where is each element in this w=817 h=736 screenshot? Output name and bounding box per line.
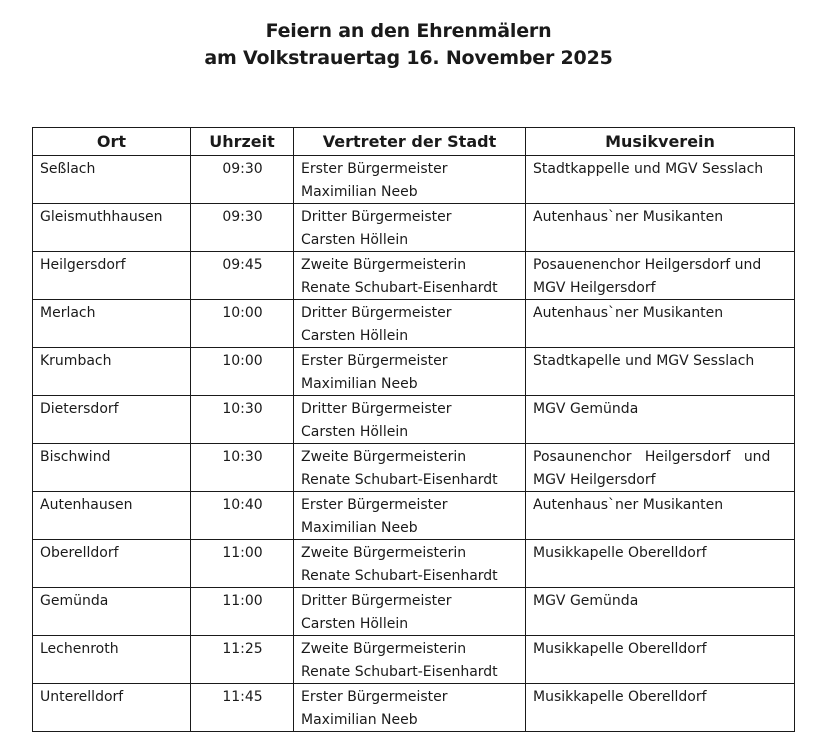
- table-row: [33, 204, 795, 252]
- musikverein-line: Stadtkappelle und MGV Sesslach: [533, 161, 764, 177]
- musikverein-line: [533, 613, 788, 636]
- cell-uhrzeit: [191, 636, 294, 684]
- ort-text: Seßlach: [40, 161, 96, 177]
- vertreter-role: Zweite Bürgermeisterin: [301, 257, 467, 273]
- cell-vertreter: [294, 444, 526, 492]
- ort-text: Krumbach: [40, 353, 112, 369]
- table-row: [33, 492, 795, 540]
- musikverein-line: Musikkapelle Oberelldorf: [533, 545, 707, 561]
- header-uhrzeit: Uhrzeit: [191, 128, 294, 156]
- cell-uhrzeit: [191, 540, 294, 588]
- vertreter-role: Dritter Bürgermeister: [301, 593, 452, 609]
- document-title-line-2: am Volkstrauertag 16. November 2025: [204, 47, 613, 69]
- vertreter-role: Dritter Bürgermeister: [301, 305, 452, 321]
- cell-vertreter: [294, 348, 526, 396]
- musikverein-line: MGV Gemünda: [533, 593, 639, 609]
- table-row: [33, 348, 795, 396]
- cell-musikverein: [526, 396, 795, 444]
- cell-ort: [33, 348, 191, 396]
- vertreter-name: Carsten Höllein: [301, 327, 409, 344]
- cell-musikverein: [526, 636, 795, 684]
- ort-text: Autenhausen: [40, 497, 133, 513]
- musikverein-line: [533, 181, 788, 204]
- musikverein-line: MGV Heilgersdorf: [533, 279, 656, 296]
- cell-uhrzeit: [191, 396, 294, 444]
- cell-musikverein: [526, 444, 795, 492]
- musikverein-line: Posaunenchor Heilgersdorf und: [533, 449, 771, 465]
- uhrzeit-text: 10:40: [222, 497, 263, 513]
- cell-uhrzeit: [191, 156, 294, 204]
- vertreter-role: Erster Bürgermeister: [301, 689, 448, 705]
- vertreter-name: Maximilian Neeb: [301, 183, 418, 200]
- cell-ort: [33, 684, 191, 732]
- musikverein-line: Musikkapelle Oberelldorf: [533, 641, 707, 657]
- cell-musikverein: [526, 252, 795, 300]
- musikverein-line: [533, 565, 788, 588]
- table-row: [33, 636, 795, 684]
- uhrzeit-text: 10:00: [222, 305, 263, 321]
- vertreter-role: Erster Bürgermeister: [301, 161, 448, 177]
- cell-vertreter: [294, 588, 526, 636]
- ort-text: Lechenroth: [40, 641, 119, 657]
- uhrzeit-text: 09:30: [222, 161, 263, 177]
- ort-text: Gemünda: [40, 593, 109, 609]
- header-vertreter: Vertreter der Stadt: [294, 128, 526, 156]
- musikverein-line: Musikkapelle Oberelldorf: [533, 689, 707, 705]
- vertreter-role: Dritter Bürgermeister: [301, 401, 452, 417]
- ort-text: Unterelldorf: [40, 689, 124, 705]
- musikverein-line: [533, 421, 788, 444]
- vertreter-name: Renate Schubart-Eisenhardt: [301, 663, 498, 680]
- vertreter-role: Erster Bürgermeister: [301, 497, 448, 513]
- header-ort: Ort: [33, 128, 191, 156]
- musikverein-line: [533, 709, 788, 732]
- vertreter-name: Maximilian Neeb: [301, 375, 418, 392]
- cell-ort: [33, 252, 191, 300]
- table-row: [33, 396, 795, 444]
- uhrzeit-text: 10:30: [222, 401, 263, 417]
- ort-text: Bischwind: [40, 449, 111, 465]
- cell-vertreter: [294, 204, 526, 252]
- table-row: [33, 300, 795, 348]
- cell-vertreter: [294, 300, 526, 348]
- cell-vertreter: [294, 252, 526, 300]
- vertreter-name: Renate Schubart-Eisenhardt: [301, 279, 498, 296]
- vertreter-role: Erster Bürgermeister: [301, 353, 448, 369]
- vertreter-role: Dritter Bürgermeister: [301, 209, 452, 225]
- document-title-line-1: Feiern an den Ehrenmälern: [265, 20, 552, 42]
- uhrzeit-text: 11:25: [222, 641, 263, 657]
- musikverein-line: [533, 373, 788, 396]
- uhrzeit-text: 11:45: [222, 689, 263, 705]
- table-row: [33, 252, 795, 300]
- cell-musikverein: [526, 348, 795, 396]
- cell-vertreter: [294, 156, 526, 204]
- table-row: [33, 684, 795, 732]
- cell-vertreter: [294, 636, 526, 684]
- musikverein-line: [533, 229, 788, 252]
- musikverein-line: MGV Heilgersdorf: [533, 471, 656, 488]
- musikverein-line: MGV Gemünda: [533, 401, 639, 417]
- cell-musikverein: [526, 540, 795, 588]
- musikverein-line: Posauenenchor Heilgersdorf und: [533, 257, 762, 273]
- uhrzeit-text: 09:30: [222, 209, 263, 225]
- cell-ort: [33, 636, 191, 684]
- uhrzeit-text: 10:30: [222, 449, 263, 465]
- cell-ort: [33, 156, 191, 204]
- cell-ort: [33, 444, 191, 492]
- cell-uhrzeit: [191, 588, 294, 636]
- uhrzeit-text: 11:00: [222, 593, 263, 609]
- table-row: [33, 588, 795, 636]
- table-body: [33, 156, 795, 732]
- vertreter-name: Carsten Höllein: [301, 231, 409, 248]
- vertreter-name: Renate Schubart-Eisenhardt: [301, 567, 498, 584]
- vertreter-name: Carsten Höllein: [301, 615, 409, 632]
- cell-musikverein: [526, 156, 795, 204]
- cell-uhrzeit: [191, 492, 294, 540]
- cell-ort: [33, 396, 191, 444]
- cell-musikverein: [526, 204, 795, 252]
- musikverein-line: Stadtkapelle und MGV Sesslach: [533, 353, 755, 369]
- cell-uhrzeit: [191, 684, 294, 732]
- cell-uhrzeit: [191, 252, 294, 300]
- uhrzeit-text: 11:00: [222, 545, 263, 561]
- header-musikverein: Musikverein: [526, 128, 795, 156]
- vertreter-name: Maximilian Neeb: [301, 711, 418, 728]
- vertreter-name: Carsten Höllein: [301, 423, 409, 440]
- musikverein-line: [533, 661, 788, 684]
- ort-text: Oberelldorf: [40, 545, 119, 561]
- cell-uhrzeit: [191, 348, 294, 396]
- musikverein-line: Autenhaus`ner Musikanten: [533, 209, 724, 225]
- cell-ort: [33, 540, 191, 588]
- musikverein-line: [533, 517, 788, 540]
- cell-vertreter: [294, 396, 526, 444]
- vertreter-role: Zweite Bürgermeisterin: [301, 545, 467, 561]
- cell-musikverein: [526, 588, 795, 636]
- vertreter-role: Zweite Bürgermeisterin: [301, 641, 467, 657]
- cell-musikverein: [526, 492, 795, 540]
- vertreter-name: Maximilian Neeb: [301, 519, 418, 536]
- ort-text: Heilgersdorf: [40, 257, 126, 273]
- cell-uhrzeit: [191, 300, 294, 348]
- cell-uhrzeit: [191, 204, 294, 252]
- cell-ort: [33, 204, 191, 252]
- cell-musikverein: [526, 300, 795, 348]
- uhrzeit-text: 10:00: [222, 353, 263, 369]
- cell-ort: [33, 300, 191, 348]
- cell-vertreter: [294, 540, 526, 588]
- cell-musikverein: [526, 684, 795, 732]
- table-header-row: [33, 128, 795, 156]
- ort-text: Dietersdorf: [40, 401, 119, 417]
- vertreter-role: Zweite Bürgermeisterin: [301, 449, 467, 465]
- schedule-table: [32, 127, 795, 732]
- cell-ort: [33, 492, 191, 540]
- cell-vertreter: [294, 492, 526, 540]
- table-row: [33, 540, 795, 588]
- uhrzeit-text: 09:45: [222, 257, 263, 273]
- table-row: [33, 156, 795, 204]
- cell-vertreter: [294, 684, 526, 732]
- vertreter-name: Renate Schubart-Eisenhardt: [301, 471, 498, 488]
- cell-uhrzeit: [191, 444, 294, 492]
- ort-text: Merlach: [40, 305, 96, 321]
- musikverein-line: [533, 325, 788, 348]
- musikverein-line: Autenhaus`ner Musikanten: [533, 497, 724, 513]
- musikverein-line: Autenhaus`ner Musikanten: [533, 305, 724, 321]
- ort-text: Gleismuthhausen: [40, 209, 163, 225]
- table-row: [33, 444, 795, 492]
- cell-ort: [33, 588, 191, 636]
